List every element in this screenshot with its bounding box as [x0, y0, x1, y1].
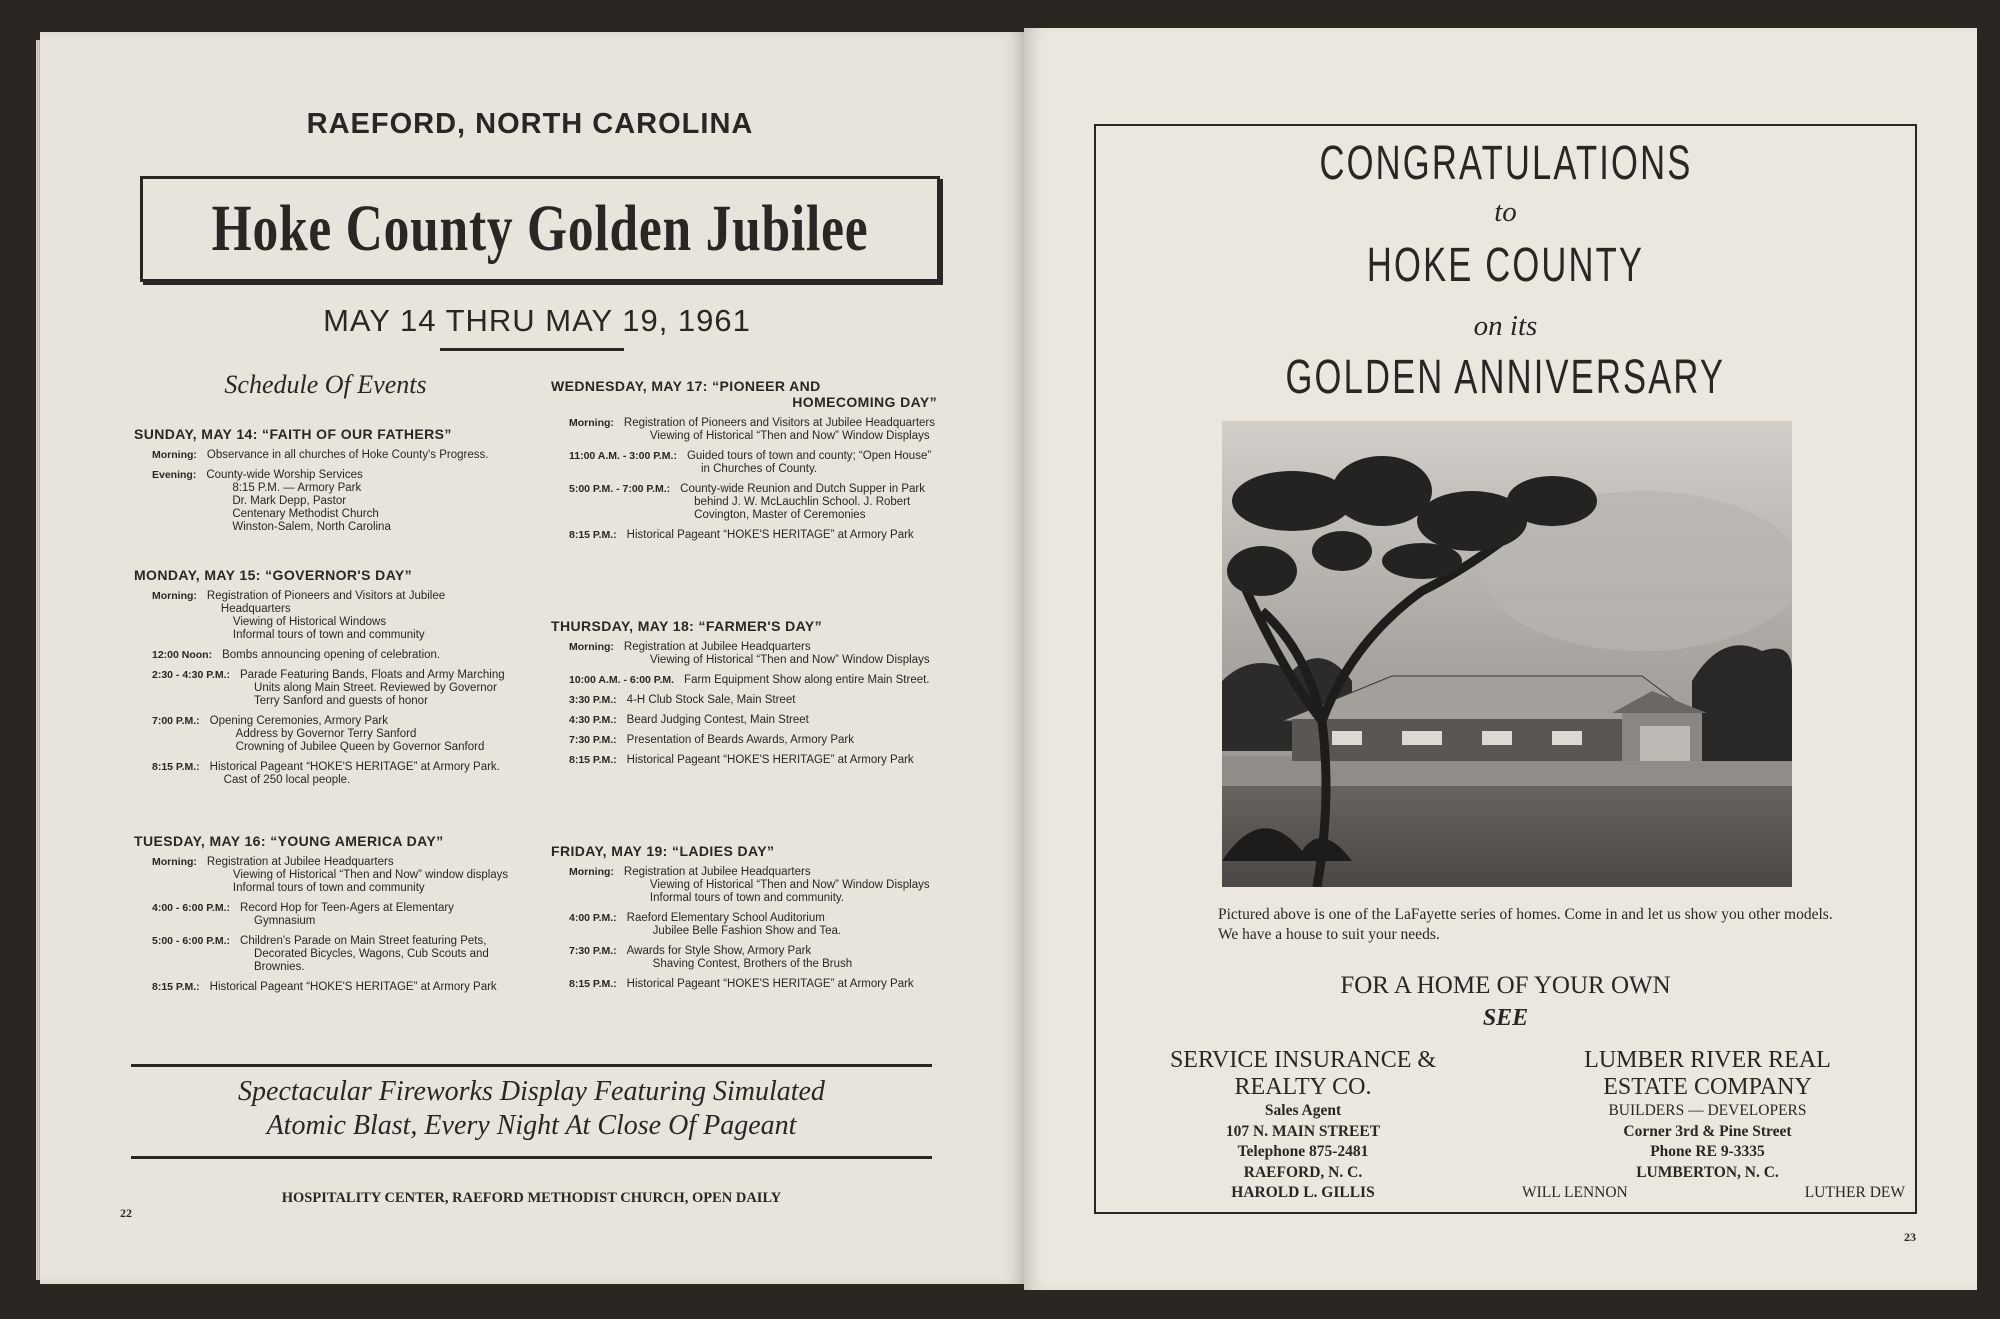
fireworks-line: Atomic Blast, Every Night At Close Of Pageant	[266, 1110, 797, 1141]
event-time: 8:15 P.M.:	[152, 981, 200, 993]
schedule-event	[569, 754, 937, 767]
schedule-event	[152, 902, 517, 928]
schedule-event	[152, 856, 517, 895]
schedule-event	[152, 935, 517, 974]
event-line: Viewing of Historical “Then and Now” Window Displays	[649, 430, 930, 442]
event-time: 4:30 P.M.:	[569, 714, 617, 726]
event-details	[624, 866, 937, 905]
event-line: Parade Featuring Bands, Floats and Army Marching Units along Main Street. Reviewed by Governor Terry Sanford and guests of honor	[240, 669, 505, 707]
schedule-event	[152, 715, 517, 754]
schedule-event	[152, 449, 517, 462]
event-line: Historical Pageant “HOKE'S HERITAGE” at Armory Park	[209, 981, 497, 993]
house-caption: Pictured above is one of the LaFayette series of homes. Come in and let us show you other models. We have a house to suit your needs.	[1218, 906, 1833, 943]
event-details	[627, 694, 937, 707]
event-details	[627, 734, 937, 747]
event-details	[207, 590, 517, 642]
event-line: Bombs announcing opening of celebration.	[222, 649, 441, 661]
event-details	[206, 469, 517, 534]
divider-bottom	[131, 1156, 932, 1159]
company-name: LUMBER RIVER REAL	[1584, 1047, 1831, 1073]
day-title-line: MONDAY, MAY 15: “GOVERNOR'S DAY”	[134, 567, 413, 583]
event-details	[210, 715, 517, 754]
event-line: Raeford Elementary School Auditorium	[626, 912, 825, 924]
company-role: Sales Agent	[1264, 1102, 1342, 1119]
schedule-event	[152, 590, 517, 642]
event-details	[222, 649, 517, 662]
event-line: Viewing of Historical “Then and Now” window displays	[232, 869, 509, 881]
company-lumber-river	[1520, 1047, 1905, 1204]
dates-underline	[440, 348, 624, 351]
headline-on-its: on its	[1473, 310, 1538, 342]
schedule-event	[569, 912, 937, 938]
company-person: LUTHER DEW	[1804, 1184, 1905, 1201]
event-time: 7:30 P.M.:	[569, 945, 617, 957]
event-line: Informal tours of town and community.	[649, 892, 844, 904]
schedule-event	[569, 674, 937, 687]
event-line: 4-H Club Stock Sale, Main Street	[626, 694, 796, 706]
event-line: Dr. Mark Depp, Pastor	[232, 495, 347, 507]
event-details	[207, 449, 517, 462]
headline-congratulations	[1094, 136, 1917, 191]
event-details	[627, 912, 937, 938]
event-line: Historical Pageant “HOKE'S HERITAGE” at Armory Park. Cast of 250 local people.	[209, 761, 500, 786]
event-time: 7:30 P.M.:	[569, 734, 617, 746]
fireworks-notice	[131, 1075, 932, 1143]
event-line: Awards for Style Show, Armory Park	[626, 945, 812, 957]
schedule-event	[152, 649, 517, 662]
schedule-event	[569, 714, 937, 727]
company-person: HAROLD L. GILLIS	[1231, 1184, 1375, 1201]
event-line: Viewing of Historical “Then and Now” Window Displays	[649, 654, 930, 666]
day-title	[134, 426, 517, 442]
day-title	[551, 618, 937, 634]
event-time: 3:30 P.M.:	[569, 694, 617, 706]
hospitality-center: HOSPITALITY CENTER, RAEFORD METHODIST CHURCH, OPEN DAILY	[281, 1190, 782, 1206]
event-time: 5:00 P.M. - 7:00 P.M.:	[569, 483, 671, 495]
schedule-day	[134, 426, 517, 541]
cta-heading: FOR A HOME OF YOUR OWN	[1340, 972, 1671, 999]
event-details	[684, 674, 937, 687]
event-line: Centenary Methodist Church	[232, 508, 379, 520]
event-line: Shaving Contest, Brothers of the Brush	[652, 958, 853, 970]
event-details	[627, 978, 937, 991]
event-details	[210, 981, 517, 994]
company-city: RAEFORD, N. C.	[1243, 1163, 1363, 1181]
event-line: Informal tours of town and community	[232, 882, 425, 894]
event-time: 8:15 P.M.:	[569, 754, 617, 766]
company-name: ESTATE COMPANY	[1603, 1074, 1812, 1100]
schedule-heading: Schedule Of Events	[224, 370, 427, 399]
event-time: 4:00 P.M.:	[569, 912, 617, 924]
day-title-line: TUESDAY, MAY 16: “YOUNG AMERICA DAY”	[134, 833, 444, 849]
schedule-event	[569, 529, 937, 542]
place-heading: RAEFORD, NORTH CAROLINA	[306, 108, 754, 140]
event-details	[624, 417, 937, 443]
jubilee-title-box	[140, 176, 940, 282]
event-details	[627, 945, 937, 971]
event-details	[210, 761, 517, 787]
day-title-line: WEDNESDAY, MAY 17: “PIONEER AND	[551, 378, 821, 394]
event-line: Registration at Jubilee Headquarters	[623, 866, 811, 878]
event-details	[627, 529, 937, 542]
event-line: Historical Pageant “HOKE'S HERITAGE” at Armory Park	[626, 978, 914, 990]
event-line: Observance in all churches of Hoke County's Progress.	[206, 449, 489, 461]
event-time: 5:00 - 6:00 P.M.:	[152, 935, 231, 947]
headline-golden-anniversary	[1094, 350, 1917, 405]
event-line: Registration of Pioneers and Visitors at Jubilee Headquarters	[623, 417, 936, 429]
company-city: LUMBERTON, N. C.	[1636, 1163, 1779, 1181]
page-number-right: 23	[1904, 1230, 1916, 1244]
day-title-line: FRIDAY, MAY 19: “LADIES DAY”	[551, 843, 775, 859]
company-service-insurance	[1128, 1047, 1478, 1204]
schedule-event	[569, 734, 937, 747]
event-line: Historical Pageant “HOKE'S HERITAGE” at Armory Park	[626, 529, 914, 541]
event-time: Morning:	[569, 417, 614, 429]
day-title-line: SUNDAY, MAY 14: “FAITH OF OUR FATHERS”	[134, 426, 452, 442]
event-line: Guided tours of town and county; “Open House” in Churches of County.	[686, 450, 932, 475]
event-details	[624, 641, 937, 667]
event-time: Morning:	[569, 866, 614, 878]
event-time: 11:00 A.M. - 3:00 P.M.:	[569, 450, 677, 462]
headline-text: GOLDEN ANNIVERSARY	[1285, 351, 1726, 404]
event-line: Jubilee Belle Fashion Show and Tea.	[652, 925, 842, 937]
company-role: BUILDERS — DEVELOPERS	[1608, 1102, 1807, 1119]
company-phone: Telephone 875-2481	[1237, 1143, 1369, 1160]
schedule-event	[569, 866, 937, 905]
house-illustration	[1222, 421, 1792, 887]
schedule-event	[152, 469, 517, 534]
jubilee-title: Hoke County Golden Jubilee	[211, 192, 869, 265]
event-details	[627, 754, 937, 767]
event-line: Winston-Salem, North Carolina	[232, 521, 391, 533]
company-address: Corner 3rd & Pine Street	[1623, 1122, 1792, 1140]
event-line: Children's Parade on Main Street featuring Pets, Decorated Bicycles, Wagons, Cub Scouts and Brownies.	[240, 935, 489, 973]
headline-to: to	[1494, 196, 1517, 228]
company-name: SERVICE INSURANCE &	[1169, 1047, 1437, 1073]
event-line: Registration at Jubilee Headquarters	[623, 641, 811, 653]
event-time: 8:15 P.M.:	[152, 761, 200, 773]
company-phone: Phone RE 9-3335	[1650, 1143, 1765, 1160]
schedule-day	[551, 618, 937, 774]
schedule-day	[551, 843, 937, 998]
event-line: Viewing of Historical Windows	[232, 616, 387, 628]
schedule-day	[134, 567, 517, 794]
event-line: Crowning of Jubilee Queen by Governor Sanford	[235, 741, 485, 753]
schedule-event	[152, 669, 517, 708]
event-time: Morning:	[152, 590, 197, 602]
day-title-line: THURSDAY, MAY 18: “FARMER'S DAY”	[551, 618, 823, 634]
event-details	[207, 856, 517, 895]
event-line: County-wide Worship Services	[206, 469, 363, 481]
event-dates: MAY 14 THRU MAY 19, 1961	[323, 303, 751, 338]
event-time: 8:15 P.M.:	[569, 978, 617, 990]
event-time: Morning:	[569, 641, 614, 653]
schedule-event	[569, 978, 937, 991]
event-time: 12:00 Noon:	[152, 649, 213, 661]
schedule-event	[569, 483, 937, 522]
event-details	[240, 935, 517, 974]
event-line: Viewing of Historical “Then and Now” Window Displays	[649, 879, 930, 891]
event-time: Evening:	[152, 469, 197, 481]
headline-hoke-county	[1094, 238, 1917, 293]
event-time: Morning:	[152, 856, 197, 868]
schedule-event	[569, 694, 937, 707]
event-time: 4:00 - 6:00 P.M.:	[152, 902, 231, 914]
company-name: REALTY CO.	[1234, 1074, 1372, 1100]
company-persons	[1520, 1183, 1905, 1204]
schedule-event	[569, 450, 937, 476]
day-title	[134, 567, 517, 583]
event-time: 7:00 P.M.:	[152, 715, 200, 727]
event-line: 8:15 P.M. — Armory Park	[232, 482, 362, 494]
event-line: Presentation of Beards Awards, Armory Park	[626, 734, 855, 746]
headline-text: HOKE COUNTY	[1366, 239, 1645, 292]
event-time: 10:00 A.M. - 6:00 P.M.	[569, 674, 675, 686]
fireworks-line: Spectacular Fireworks Display Featuring Simulated	[238, 1076, 825, 1107]
page-number-left: 22	[120, 1206, 132, 1220]
day-title	[551, 378, 937, 410]
event-line: Registration of Pioneers and Visitors at Jubilee Headquarters	[206, 590, 446, 615]
company-person: WILL LENNON	[1522, 1184, 1628, 1201]
event-details	[680, 483, 937, 522]
schedule-event	[152, 981, 517, 994]
event-time: 8:15 P.M.:	[569, 529, 617, 541]
event-line: Registration at Jubilee Headquarters	[206, 856, 394, 868]
day-title	[551, 843, 937, 859]
event-details	[240, 902, 517, 928]
event-time: 2:30 - 4:30 P.M.:	[152, 669, 231, 681]
cta-see: SEE	[1482, 1005, 1529, 1031]
schedule-event	[569, 945, 937, 971]
event-line: Record Hop for Teen-Agers at Elementary Gymnasium	[240, 902, 454, 927]
event-line: Address by Governor Terry Sanford	[235, 728, 417, 740]
event-line: Informal tours of town and community	[232, 629, 425, 641]
event-line: Farm Equipment Show along entire Main Street.	[684, 674, 930, 686]
headline-text: CONGRATULATIONS	[1319, 137, 1692, 190]
schedule-day	[551, 378, 937, 549]
schedule-day	[134, 833, 517, 1001]
event-line: Historical Pageant “HOKE'S HERITAGE” at Armory Park	[626, 754, 914, 766]
event-line: Beard Judging Contest, Main Street	[626, 714, 809, 726]
event-time: Morning:	[152, 449, 197, 461]
event-details	[687, 450, 937, 476]
day-title-line: HOMECOMING DAY”	[792, 394, 937, 410]
schedule-event	[569, 641, 937, 667]
company-address: 107 N. MAIN STREET	[1225, 1122, 1381, 1140]
event-line: County-wide Reunion and Dutch Supper in Park behind J. W. McLauchlin School. J. Robert Covington, Master of Ceremonies	[680, 483, 925, 521]
schedule-event	[152, 761, 517, 787]
event-details	[240, 669, 517, 708]
day-title	[134, 833, 517, 849]
schedule-event	[569, 417, 937, 443]
event-details	[627, 714, 937, 727]
event-line: Opening Ceremonies, Armory Park	[209, 715, 388, 727]
divider-top	[131, 1064, 932, 1067]
